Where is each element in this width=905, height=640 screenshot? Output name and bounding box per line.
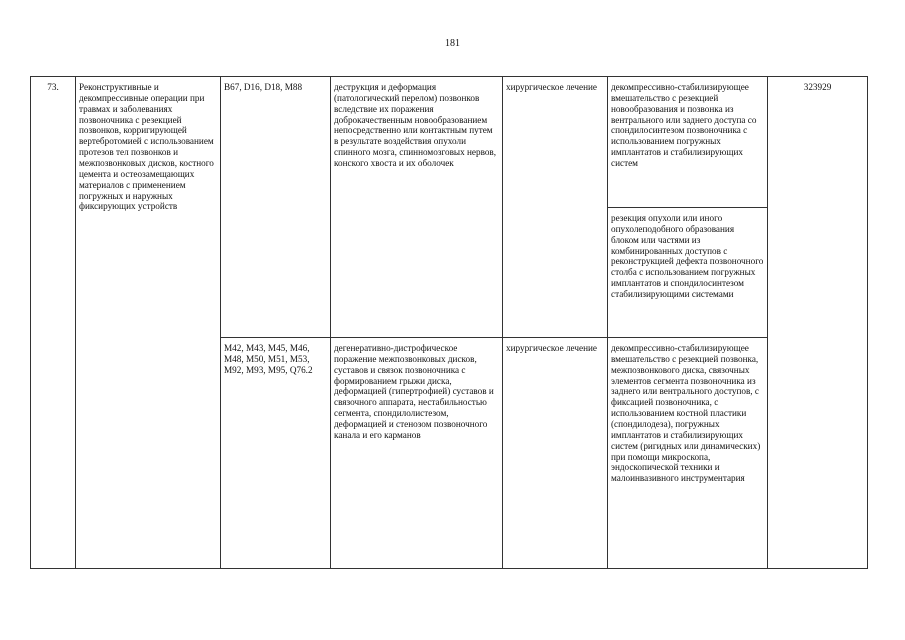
icd-codes: M42, M43, M45, M46, M48, M50, M51, M53, M92, M93, M95, Q76.2 bbox=[221, 338, 331, 569]
treatment-method: декомпрессивно-стабилизирующее вмешательство с резекцией позвонка, межпозвонкового диска, связочных элементов сегмента позвоночника из заднего или вентрального доступов, с фиксацией позвоночника, с использованием костной пластики (спондилодеза), погружных имплантатов и стабилизирующих систем (ригидных или динамических) при помощи микроскопа, эндоскопической техники и малоинвазивного инструментария bbox=[608, 338, 768, 569]
table-row bbox=[31, 77, 868, 208]
treatment-method: декомпрессивно-стабилизирующее вмешательство с резекцией новообразования и позвонка из вентрального или заднего доступа со спондилосинтезом позвоночника с использованием погружных имплантатов и стабилизирующих систем bbox=[608, 77, 768, 208]
treatment-type: хирургическое лечение bbox=[503, 338, 608, 569]
patient-model: деструкция и деформация (патологический перелом) позвонков вследствие их поражения доброкачественным новообразованием непосредственно или контактным путем в результате воздействия опухоли спинного мозга, спинномозговых нервов, конского хвоста и их оболочек bbox=[331, 77, 503, 338]
icd-codes: B67, D16, D18, M88 bbox=[221, 77, 331, 338]
treatment-type: хирургическое лечение bbox=[503, 77, 608, 338]
page-number: 181 bbox=[445, 38, 460, 49]
medical-care-table bbox=[30, 76, 868, 569]
row-number: 73. bbox=[31, 77, 76, 569]
patient-model: дегенеративно-дистрофическое поражение межпозвонковых дисков, суставов и связок позвоночника с формированием грыжи диска, деформацией (гипертрофией) суставов и связочного аппарата, нестабильностью сегмента, спондилолистезом, деформацией и стенозом позвоночного канала и его карманов bbox=[331, 338, 503, 569]
care-type-name: Реконструктивные и декомпрессивные операции при травмах и заболеваниях позвоночника с резекцией позвонков, корригирующей вертебротомией с использованием протезов тел позвонков и межпозвонковых дисков, костного цемента и остеозамещающих материалов с применением погружных и наружных фиксирующих устройств bbox=[76, 77, 221, 569]
standard-cost: 323929 bbox=[768, 77, 868, 569]
treatment-method: резекция опухоли или иного опухолеподобного образования блоком или частями из комбинированных доступов с реконструкцией дефекта позвоночного столба с использованием погружных имплантатов и спондилосинтезом стабилизирующими системами bbox=[608, 208, 768, 338]
